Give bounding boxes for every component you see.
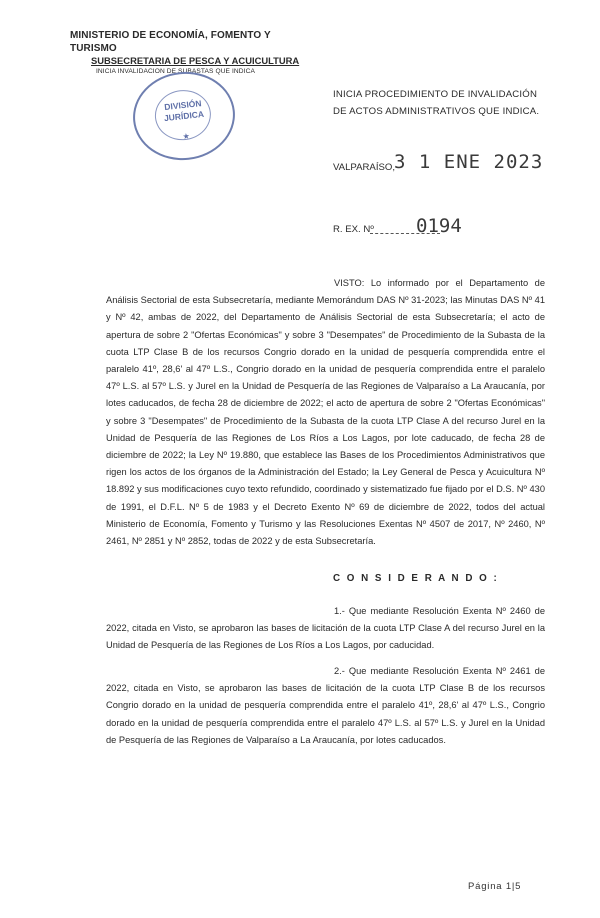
letterhead bbox=[70, 29, 300, 77]
resolution-number: 0194 bbox=[416, 215, 462, 237]
subsecretaria-name: SUBSECRETARIA DE PESCA Y ACUICULTURA bbox=[91, 55, 300, 66]
ministry-name: MINISTERIO DE ECONOMÍA, FOMENTO Y TURISMO bbox=[70, 30, 271, 54]
stamp-line-2: JURÍDICA bbox=[163, 108, 205, 124]
considerando-item-2: 2.- Que mediante Resolución Exenta Nº 2461 de 2022, citada en Visto, se aprobaron las bases de licitación de la cuota LTP Clase B de los recursos Congrio dorado en la unidad de pesquería comprendida entre el paralelo 41º, 28,6' al 47º L.S., Congrio dorado en la unidad de pesquería comprendida entre el paralelo 47º L.S. al 57º L.S. y Jurel en la Unidad de Pesquería de las Regiones de Valparaíso a La Araucanía, por lotes caducados. bbox=[106, 666, 545, 745]
document-title: INICIA PROCEDIMIENTO DE INVALIDACIÓN DE ACTOS ADMINISTRATIVOS QUE INDICA. bbox=[333, 89, 540, 117]
page-number: Página 1|5 bbox=[468, 881, 522, 892]
date-stamp-value: 3 1 ENE 2023 bbox=[394, 151, 544, 173]
division-juridica-stamp bbox=[129, 67, 240, 165]
considerando-item-1: 1.- Que mediante Resolución Exenta Nº 2460 de 2022, citada en Visto, se aprobaron las bases de licitación de la cuota LTP Clase A del recurso Jurel en la Unidad de Pesquería de las Regiones de Los Ríos a Los Lagos, por caducidad. bbox=[106, 606, 545, 651]
stamp-line-1: DIVISIÓN bbox=[163, 98, 202, 112]
considerando-heading: C O N S I D E R A N D O : bbox=[333, 573, 499, 584]
visto-paragraph: VISTO: Lo informado por el Departamento de Análisis Sectorial de esta Subsecretaría, mediante Memorándum DAS Nº 31-2023; las Minutas DAS Nº 41 y Nº 42, ambas de 2022, del Departamento de Análisis Sectorial de esta Subsecretaría; el acto de apertura de sobre 2 "Ofertas Económicas" y sobre 3 "Desempates" de Procedimiento de la Subasta de la cuota LTP Clase B de los recursos Congrio dorado en la unidad de pesquería comprendida entre el paralelo 41º, 28,6' al 47º L.S., Congrio dorado en la unidad de pesquería comprendida entre el paralelo 47º L.S. al 57º L.S. y Jurel en la Unidad de Pesquería de las Regiones de Valparaíso a La Araucanía, por lotes caducados, de fecha 28 de diciembre de 2022; el acto de apertura de sobre 2 "Ofertas Económicas" y sobre 3 "Desempates" de Procedimiento de la Subasta de la cuota LTP Clase A del recurso Jurel en la Unidad de Pesquería de las Regiones de Los Ríos a Los Lagos, por lote caducado, de fecha 28 de diciembre de 2022; la Ley Nº 19.880, que establece las Bases de los Procedimientos Administrativos que rigen los actos de los órganos de la Administración del Estado; la Ley General de Pesca y Acuicultura Nº 18.892 y sus modificaciones cuyo texto refundido, coordinado y sistematizado fue fijado por el D.S. Nº 430 de 1991, el D.F.L. Nº 5 de 1983 y el Decreto Exento Nº 69 de diciembre de 2022, todos del actual Ministerio de Economía, Fomento y Turismo y las Resoluciones Exentas Nº 4507 de 2017, Nº 2460, Nº 2461, Nº 2851 y Nº 2852, todas de 2022 y de esta Subsecretaría. bbox=[106, 278, 545, 547]
star-icon: ★ bbox=[182, 131, 191, 142]
resolution-label: R. EX. Nº bbox=[333, 224, 374, 235]
date-city: VALPARAÍSO, bbox=[333, 162, 396, 173]
letterhead-subtitle: INICIA INVALIDACION DE SUBASTAS QUE INDICA bbox=[96, 68, 255, 75]
